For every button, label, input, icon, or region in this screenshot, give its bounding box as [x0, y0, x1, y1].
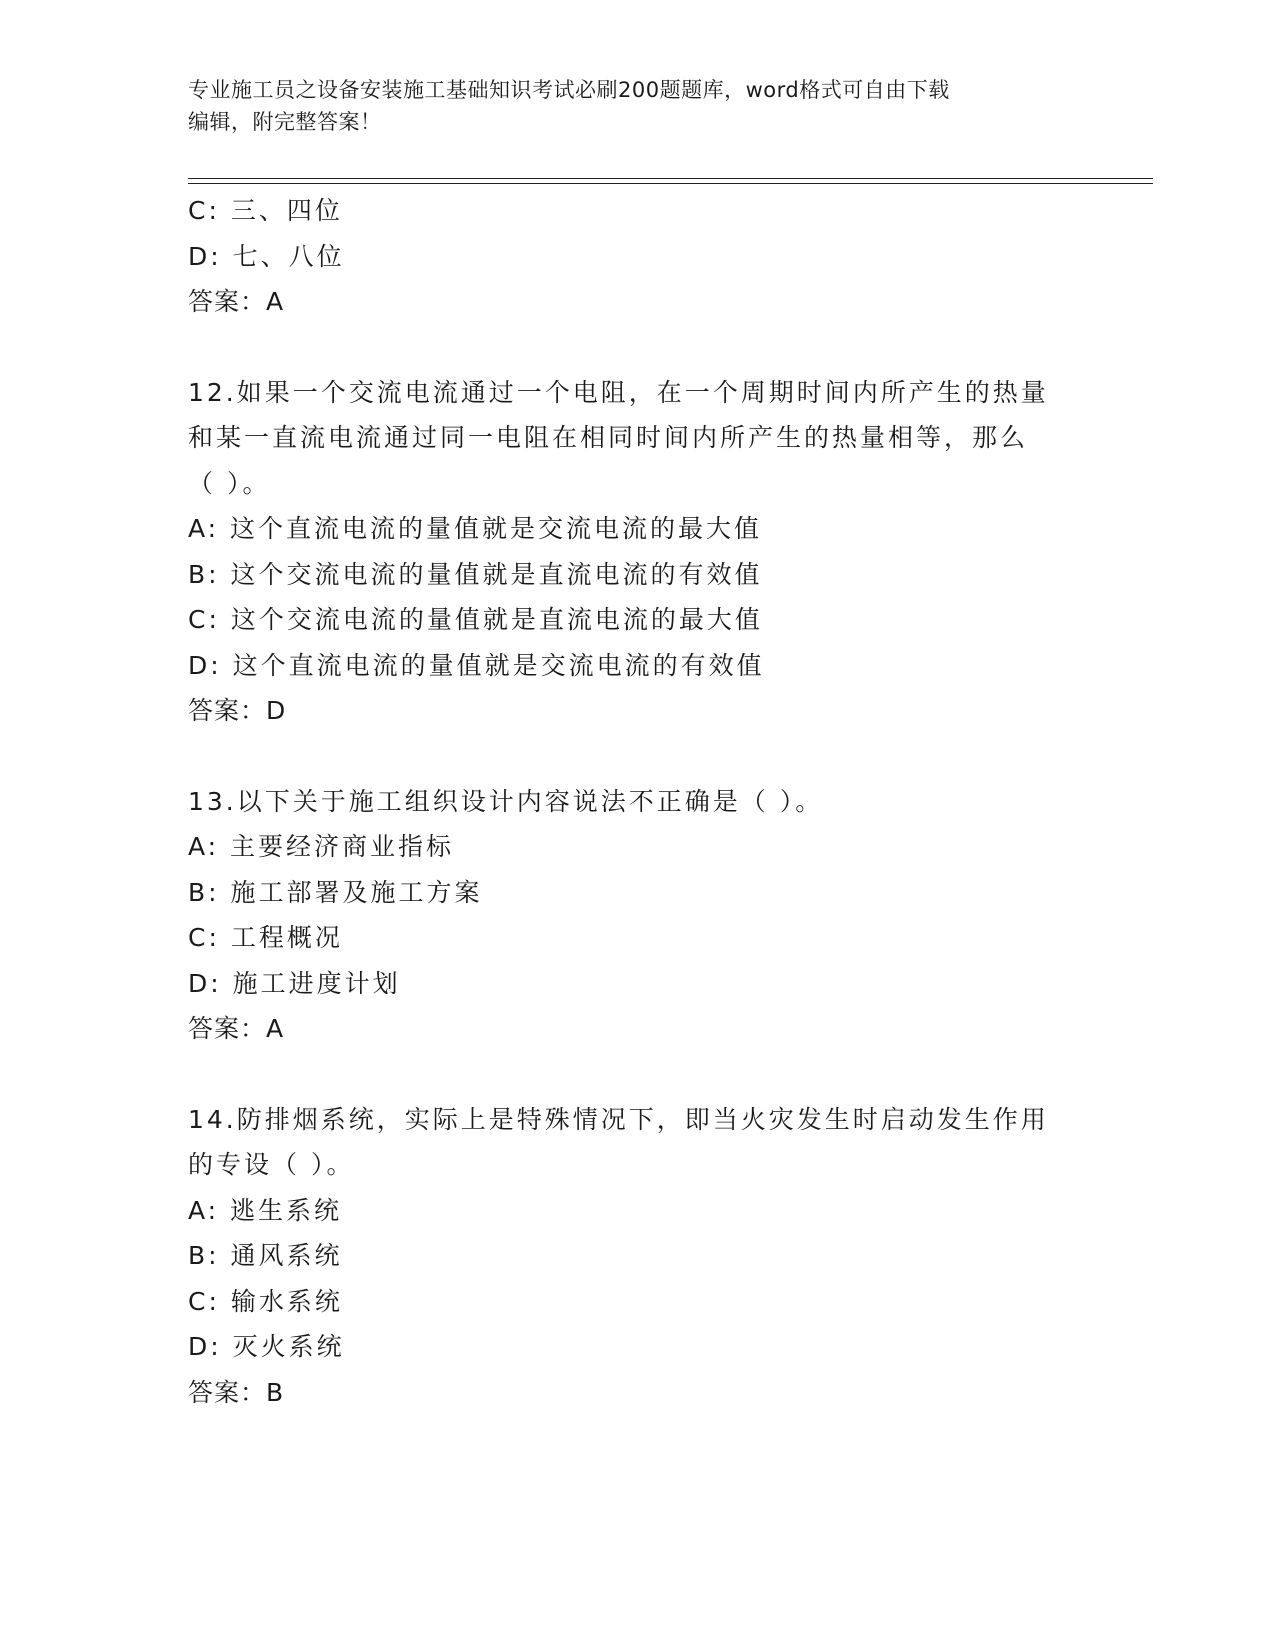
- spacer: [188, 325, 1108, 370]
- option-b: B: 这个交流电流的量值就是直流电流的有效值: [188, 559, 763, 589]
- question-11-tail: [188, 188, 1108, 325]
- question-text-line: 和某一直流电流通过同一电阻在相同时间内所产生的热量相等，那么: [188, 423, 1029, 452]
- question-text-line: 14.防排烟系统，实际上是特殊情况下，即当火灾发生时启动发生作用: [188, 1104, 1049, 1134]
- question-text-line: 13.以下关于施工组织设计内容说法不正确是（ ）。: [188, 786, 824, 816]
- question-13: [188, 779, 1108, 1052]
- option-b: B: 通风系统: [188, 1241, 343, 1270]
- page-header: [188, 74, 1088, 138]
- option-c: C: 三、四位: [188, 196, 343, 225]
- answer: 答案：A: [188, 287, 285, 316]
- option-b: B: 施工部署及施工方案: [188, 877, 483, 907]
- header-title-line-1: 专业施工员之设备安装施工基础知识考试必刷200题题库，word格式可自由下载: [188, 78, 950, 102]
- option-d: D: 七、八位: [188, 241, 345, 271]
- option-a: A: 逃生系统: [188, 1195, 343, 1225]
- question-text-line: 12.如果一个交流电流通过一个电阻，在一个周期时间内所产生的热量: [188, 377, 1049, 407]
- question-14: [188, 1097, 1108, 1416]
- question-list: [188, 188, 1108, 1415]
- answer: 答案：B: [188, 1377, 285, 1407]
- option-c: C: 这个交流电流的量值就是直流电流的最大值: [188, 605, 763, 634]
- question-text-line: （ ）。: [188, 468, 271, 498]
- question-text-line: 的专设（ ）。: [188, 1150, 355, 1179]
- option-d: D: 施工进度计划: [188, 968, 401, 998]
- option-a: A: 这个直流电流的量值就是交流电流的最大值: [188, 514, 763, 543]
- option-d: D: 这个直流电流的量值就是交流电流的有效值: [188, 650, 765, 680]
- answer: 答案：D: [188, 696, 287, 725]
- question-12: [188, 370, 1108, 734]
- answer: 答案：A: [188, 1014, 285, 1043]
- spacer: [188, 1052, 1108, 1097]
- option-c: C: 输水系统: [188, 1286, 343, 1316]
- spacer: [188, 734, 1108, 779]
- header-divider-top: [188, 178, 1153, 179]
- option-d: D: 灭火系统: [188, 1332, 345, 1361]
- header-title-line-2: 编辑，附完整答案！: [188, 110, 382, 134]
- option-a: A: 主要经济商业指标: [188, 832, 455, 861]
- header-divider-bottom: [188, 183, 1153, 184]
- option-c: C: 工程概况: [188, 923, 343, 952]
